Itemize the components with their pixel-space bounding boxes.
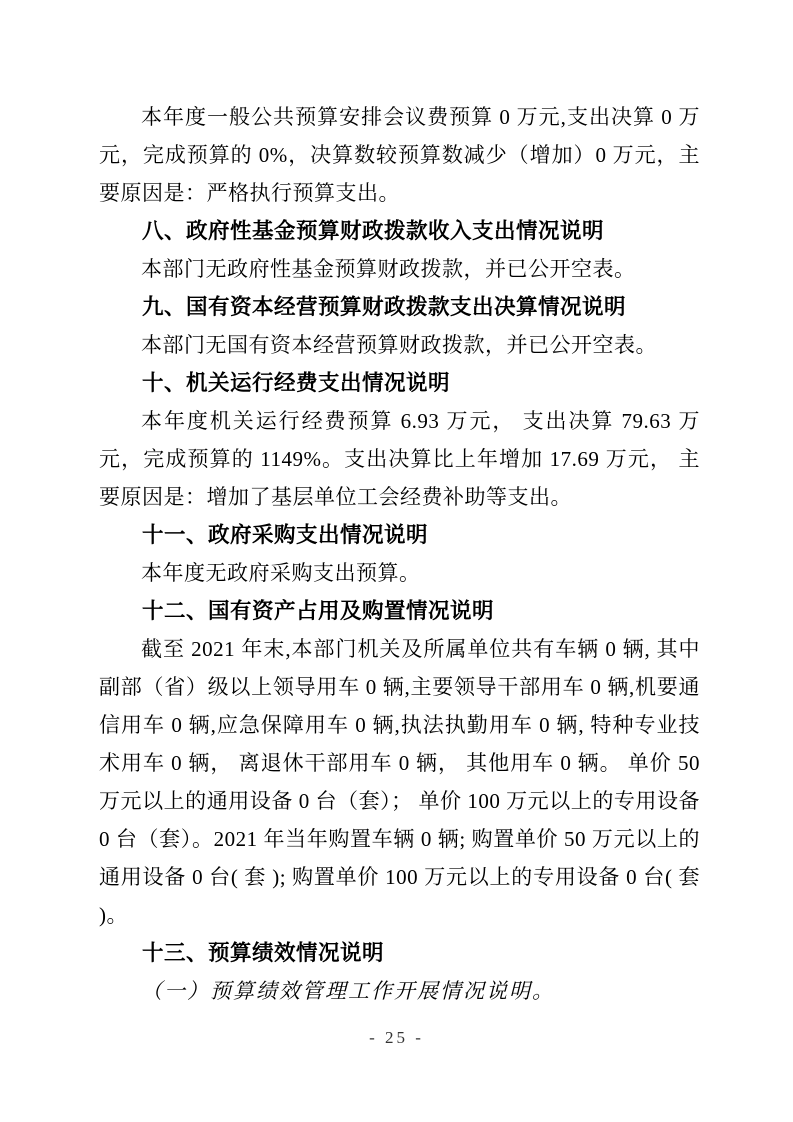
page-number: - 25 -	[369, 1028, 424, 1047]
paragraph-state-assets-vehicles: 截至 2021 年末,本部门机关及所属单位共有车辆 0 辆, 其中副部（省）级以上领导用车 0 辆,主要领导干部用车 0 辆,机要通信用车 0 辆,应急保障用车 0 辆,执法执勤用车 0 辆, 特种专业技术用车 0 辆， 离退休干部用车 0 辆， 其他用车 0 辆。 单价 50 万元以上的通用设备 0 台（套）； 单价 100 万元以上的专用设备 0 台（套）。2021 年当年购置车辆 0 辆; 购置单价 50 万元以上的通用设备 0 台( 套 ); 购置单价 100 万元以上的专用设备 0 台( 套 )。	[99, 637, 700, 927]
heading-section-11-procurement: 十一、政府采购支出情况说明	[142, 523, 429, 547]
paragraph-gov-fund-budget: 本部门无政府性基金预算财政拨款，并已公开空表。	[141, 257, 636, 281]
paragraph-meeting-fee-budget: 本年度一般公共预算安排会议费预算 0 万元,支出决算 0 万元，完成预算的 0%，决算数较预算数减少（增加）0 万元，主要原因是：严格执行预算支出。	[99, 105, 700, 205]
document-body	[99, 98, 700, 1010]
paragraph-state-capital: 本部门无国有资本经营预算财政拨款，并已公开空表。	[141, 333, 657, 357]
paragraph-operating-costs: 本年度机关运行经费预算 6.93 万元， 支出决算 79.63 万元，完成预算的 1149%。支出决算比上年增加 17.69 万元， 主要原因是：增加了基层单位工会经费补助等支出。	[99, 409, 700, 509]
heading-section-9-state-capital: 九、国有资本经营预算财政拨款支出决算情况说明	[142, 295, 627, 319]
paragraph-budget-performance-item-1: （一）预算绩效管理工作开展情况说明。	[141, 979, 555, 1003]
heading-section-13-budget-performance: 十三、预算绩效情况说明	[142, 941, 385, 965]
heading-section-8-gov-fund-budget: 八、政府性基金预算财政拨款收入支出情况说明	[142, 219, 605, 243]
heading-section-10-operating-costs: 十、机关运行经费支出情况说明	[142, 371, 451, 395]
heading-section-12-state-assets: 十二、国有资产占用及购置情况说明	[142, 599, 495, 623]
paragraph-procurement: 本年度无政府采购支出预算。	[141, 561, 421, 585]
